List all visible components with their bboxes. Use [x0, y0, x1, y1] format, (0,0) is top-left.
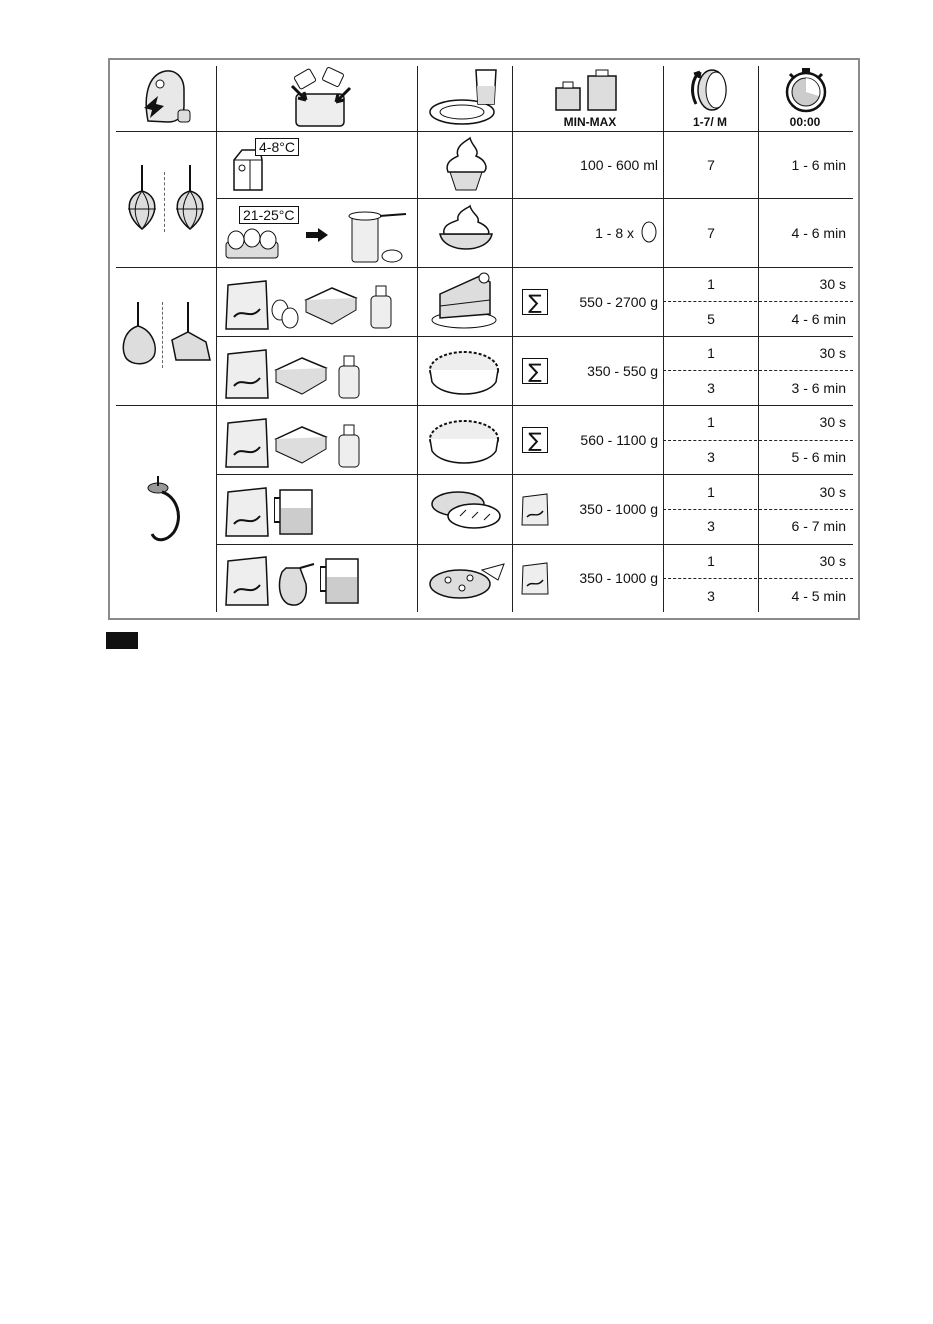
time-value: 30 s — [819, 345, 846, 361]
quantity-value: 350 - 1000 g — [579, 501, 658, 517]
whisk-icon — [122, 165, 162, 233]
sub-row-divider — [663, 578, 853, 579]
quantity-value: 560 - 1100 g — [580, 432, 658, 448]
time-value: 4 - 5 min — [791, 588, 846, 604]
speed-value: 3 — [707, 518, 715, 534]
row-divider — [116, 131, 853, 132]
oil-jug-icon — [274, 560, 316, 606]
tart-icon — [426, 346, 502, 400]
quantity-value: 1 - 8 x — [595, 225, 634, 241]
kneading-hook-icon — [140, 476, 190, 544]
flour-bag-icon — [224, 484, 270, 538]
sugar-dispenser-icon — [336, 423, 362, 469]
sum-icon: ∑ — [522, 358, 548, 384]
flour-bag-icon — [224, 346, 270, 400]
time-value: 1 - 6 min — [791, 157, 846, 173]
quantity-value: 350 - 1000 g — [579, 570, 658, 586]
arrow-right-icon — [306, 228, 328, 242]
row-divider — [216, 544, 853, 545]
speed-value: 1 — [707, 345, 715, 361]
time-value: 3 - 6 min — [791, 380, 846, 396]
row-divider — [116, 267, 853, 268]
butter-icon — [272, 423, 330, 467]
column-divider — [216, 66, 217, 612]
eggs-icon — [270, 296, 300, 330]
speed-header-label: 1-7/ M — [692, 115, 727, 129]
time-header-label: 00:00 — [789, 115, 821, 129]
butter-icon — [302, 284, 360, 328]
time-value: 30 s — [819, 484, 846, 500]
egg-separator-icon — [344, 208, 410, 264]
eggs-tray-icon — [224, 222, 280, 262]
temperature-label-room: 21-25°C — [239, 206, 299, 224]
egg-icon — [641, 221, 657, 243]
quantity-value: 100 - 600 ml — [580, 157, 658, 173]
sub-row-divider — [663, 370, 853, 371]
quantity-value: 550 - 2700 g — [579, 294, 658, 310]
flour-bag-icon — [224, 277, 270, 331]
sub-row-divider — [663, 509, 853, 510]
water-jug-icon — [320, 555, 366, 605]
weights-icon — [554, 66, 618, 114]
sugar-dispenser-icon — [368, 284, 394, 330]
sub-row-divider — [663, 440, 853, 441]
sub-row-divider — [663, 301, 853, 302]
speed-value: 1 — [707, 553, 715, 569]
time-value: 30 s — [819, 414, 846, 430]
row-divider — [216, 198, 853, 199]
temperature-label-cold: 4-8°C — [255, 138, 299, 156]
language-marker — [106, 632, 138, 649]
speed-value: 1 — [707, 414, 715, 430]
speed-value: 1 — [707, 276, 715, 292]
pizza-icon — [426, 560, 506, 602]
speed-value: 1 — [707, 484, 715, 500]
ingredients-pouring-icon — [284, 66, 356, 128]
time-value: 30 s — [819, 553, 846, 569]
speed-value: 3 — [707, 380, 715, 396]
column-divider — [758, 66, 759, 612]
whipped-cream-icon — [440, 136, 492, 194]
butter-icon — [272, 354, 330, 398]
stopwatch-icon — [782, 66, 830, 114]
bread-loaves-icon — [430, 488, 502, 532]
time-value: 5 - 6 min — [791, 449, 846, 465]
sum-icon: ∑ — [522, 289, 548, 315]
time-value: 6 - 7 min — [791, 518, 846, 534]
time-value: 4 - 6 min — [791, 225, 846, 241]
mixer-head-icon — [138, 66, 194, 128]
beater-icon — [166, 302, 214, 370]
cake-slice-icon — [430, 272, 498, 330]
tart-icon — [426, 415, 502, 469]
column-divider — [417, 66, 418, 612]
quantity-header-label: MIN-MAX — [563, 115, 617, 129]
sugar-dispenser-icon — [336, 354, 362, 400]
whisk-icon — [170, 165, 210, 233]
quantity-value: 350 - 550 g — [587, 363, 658, 379]
row-divider — [216, 474, 853, 475]
water-jug-icon — [274, 486, 320, 536]
flour-bag-icon — [224, 415, 270, 469]
speed-value: 5 — [707, 311, 715, 327]
speed-value: 3 — [707, 449, 715, 465]
time-value: 4 - 6 min — [791, 311, 846, 327]
plate-glass-icon — [428, 66, 500, 128]
row-divider — [116, 405, 853, 406]
speed-value: 7 — [707, 157, 715, 173]
column-divider — [512, 66, 513, 612]
beater-icon — [118, 302, 160, 370]
time-value: 30 s — [819, 276, 846, 292]
speed-dial-icon — [688, 68, 732, 112]
sum-icon: ∑ — [522, 427, 548, 453]
flour-bag-icon — [224, 553, 270, 607]
speed-value: 3 — [707, 588, 715, 604]
row-divider — [216, 336, 853, 337]
speed-value: 7 — [707, 225, 715, 241]
beaten-egg-white-icon — [436, 204, 496, 260]
